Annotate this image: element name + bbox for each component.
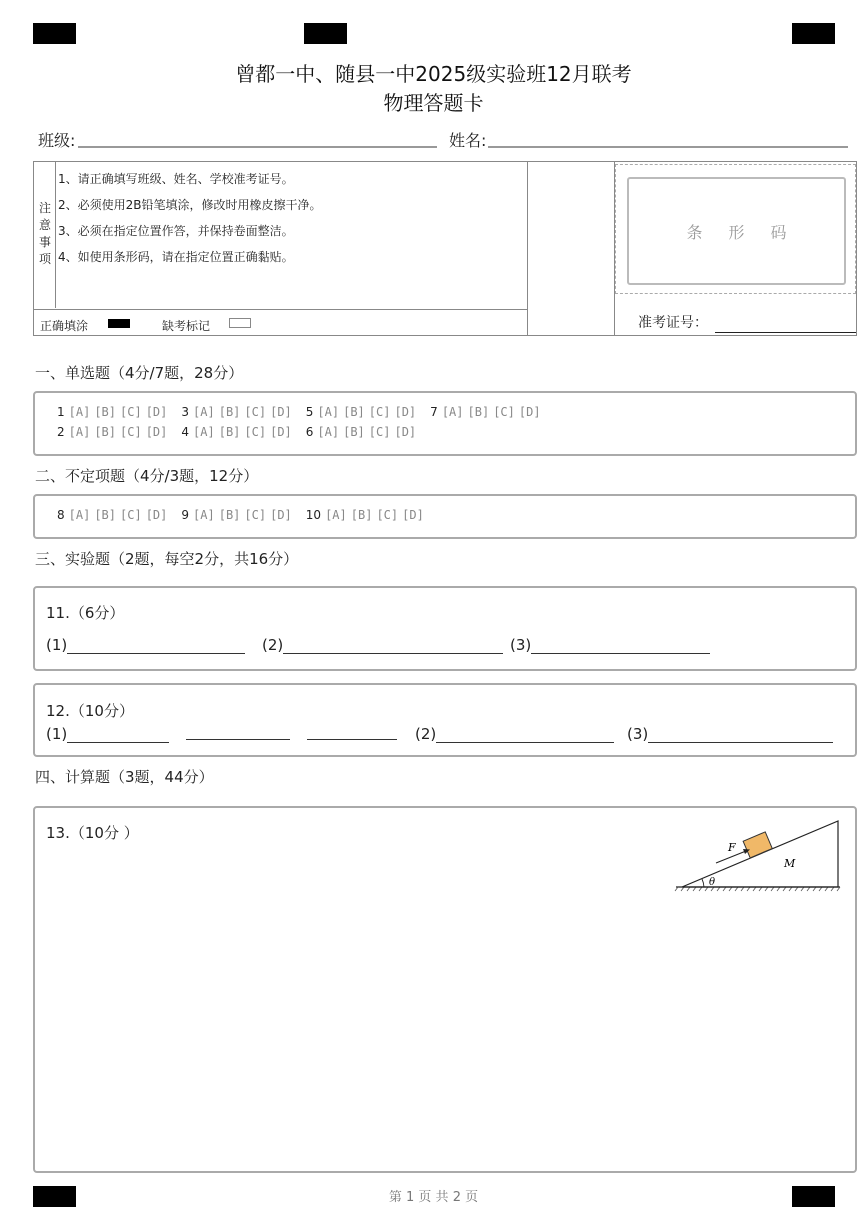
section-title: 三、实验题（2题，每空2分，共16分）: [35, 550, 299, 568]
q12-box: [33, 683, 857, 757]
choice-bubble[interactable]: [A]: [317, 405, 340, 419]
choice-bubble[interactable]: [C]: [368, 425, 391, 439]
registration-mark: [33, 23, 76, 44]
question-number: 4: [181, 425, 190, 439]
question-choice-group: [181, 425, 291, 439]
answer-line[interactable]: [531, 639, 710, 654]
choice-bubble[interactable]: [C]: [244, 425, 267, 439]
blank-label: (1): [46, 636, 68, 654]
choice-bubble[interactable]: [B]: [343, 405, 365, 419]
q11-blank-1[interactable]: [46, 636, 245, 654]
choice-bubble[interactable]: [B]: [94, 425, 117, 439]
question-number: 10: [305, 508, 322, 522]
answer-line[interactable]: [186, 739, 290, 740]
choice-row: [57, 508, 438, 522]
choice-bubble[interactable]: [C]: [376, 508, 399, 522]
notice-char: 事: [38, 235, 51, 249]
choice-bubble[interactable]: [A]: [193, 425, 215, 439]
question-choice-group: [430, 405, 540, 419]
choice-bubble[interactable]: [D]: [394, 425, 417, 439]
choice-bubble[interactable]: [B]: [467, 405, 490, 419]
choice-bubble[interactable]: [C]: [120, 425, 142, 439]
absent-label: 缺考标记: [162, 319, 211, 333]
choice-bubble[interactable]: [D]: [145, 405, 168, 419]
choice-bubble[interactable]: [C]: [244, 508, 267, 522]
question-choice-group: [57, 405, 167, 419]
question-choice-group: [306, 425, 416, 439]
choice-bubble[interactable]: [B]: [350, 508, 373, 522]
notice-char: 项: [38, 252, 51, 266]
registration-mark: [304, 23, 347, 44]
section-title: 二、不定项题（4分/3题，12分）: [35, 467, 259, 485]
notice-side-label: [36, 200, 54, 268]
angle-label: θ: [709, 877, 716, 888]
q11-title: 11.（6分）: [46, 604, 125, 622]
question-number: 2: [57, 425, 65, 439]
choice-bubble[interactable]: [B]: [94, 405, 117, 419]
q12-blank-2[interactable]: [415, 725, 614, 743]
question-choice-group: [57, 508, 167, 522]
question-choice-group: [306, 508, 424, 522]
choice-bubble[interactable]: [A]: [193, 405, 215, 419]
blank-label: (3): [510, 636, 532, 654]
notice-item: 1、请正确填写班级、姓名、学校准考证号。: [58, 172, 294, 186]
question-number: 1: [57, 405, 65, 419]
choice-bubble[interactable]: [C]: [120, 508, 142, 522]
question-number: 9: [181, 508, 190, 522]
choice-bubble[interactable]: [B]: [94, 508, 117, 522]
choice-bubble[interactable]: [A]: [317, 425, 340, 439]
name-field[interactable]: [488, 146, 848, 148]
barcode-area: [615, 164, 856, 294]
barcode-box[interactable]: 条形码: [627, 177, 846, 285]
class-field[interactable]: [78, 146, 437, 148]
q11-blank-3[interactable]: [510, 636, 710, 654]
force-label: F: [728, 841, 736, 854]
answer-line[interactable]: [283, 639, 503, 654]
choice-bubble[interactable]: [C]: [368, 405, 391, 419]
notice-item: 2、必须使用2B铅笔填涂，修改时用橡皮擦干净。: [58, 198, 322, 212]
angle-arc: [702, 879, 704, 887]
blank-label: (2): [415, 725, 437, 743]
section-title: 一、单选题（4分/7题，28分）: [35, 364, 244, 382]
answer-line[interactable]: [307, 739, 397, 740]
notice-char: 意: [38, 218, 51, 232]
notice-char: 注: [38, 201, 51, 215]
choice-bubble[interactable]: [D]: [145, 508, 168, 522]
q12-blank-1[interactable]: [46, 725, 169, 743]
exam-id-field[interactable]: [715, 332, 856, 333]
choice-bubble[interactable]: [A]: [68, 508, 91, 522]
correct-fill-label: 正确填涂: [40, 319, 89, 333]
choice-bubble[interactable]: [B]: [218, 425, 241, 439]
info-box: [33, 161, 857, 336]
registration-mark: [792, 23, 835, 44]
choice-bubble[interactable]: [D]: [394, 405, 417, 419]
blank-label: (3): [627, 725, 649, 743]
exam-id-label: 准考证号：: [638, 315, 708, 331]
q11-blank-2[interactable]: [262, 636, 503, 654]
question-choice-group: [181, 508, 291, 522]
notice-item: 4、如使用条形码，请在指定位置正确黏贴。: [58, 250, 294, 264]
choice-bubble[interactable]: [B]: [218, 405, 241, 419]
choice-bubble[interactable]: [D]: [402, 508, 424, 522]
block: [743, 832, 772, 858]
blank-label: (2): [262, 636, 284, 654]
section-title: 四、计算题（3题，44分）: [35, 768, 214, 786]
choice-bubble[interactable]: [D]: [145, 425, 168, 439]
choice-bubble[interactable]: [C]: [493, 405, 515, 419]
choice-bubble[interactable]: [D]: [270, 508, 292, 522]
q13-title: 13.（10分 ）: [46, 824, 139, 842]
q12-title: 12.（10分）: [46, 702, 134, 720]
name-label: 姓名:: [449, 131, 487, 150]
blank-label: (1): [46, 725, 68, 743]
choice-bubble[interactable]: [B]: [218, 508, 241, 522]
choice-bubble[interactable]: [D]: [270, 405, 292, 419]
absent-mark-box[interactable]: [229, 318, 251, 328]
question-number: 5: [305, 405, 314, 419]
question-choice-group: [181, 405, 291, 419]
question-number: 8: [57, 508, 65, 522]
divider: [527, 162, 528, 335]
choice-bubble[interactable]: [A]: [193, 508, 215, 522]
question-choice-group: [57, 425, 167, 439]
choice-bubble[interactable]: [A]: [68, 425, 91, 439]
single-choice-box: [33, 391, 857, 456]
question-number: 7: [430, 405, 438, 419]
q12-blank-3[interactable]: [627, 725, 833, 743]
choice-bubble[interactable]: [A]: [325, 508, 347, 522]
choice-bubble[interactable]: [A]: [441, 405, 464, 419]
page-footer: 第 1 页 共 2 页: [388, 1190, 479, 1205]
correct-fill-sample: [108, 319, 130, 328]
answer-line[interactable]: [67, 639, 245, 654]
question-choice-group: [306, 405, 416, 419]
choice-bubble[interactable]: [D]: [518, 405, 541, 419]
choice-bubble[interactable]: [A]: [68, 405, 91, 419]
mass-label: M: [784, 857, 796, 870]
choice-row: [57, 405, 555, 419]
answer-line[interactable]: [436, 728, 614, 743]
page-subtitle: 物理答题卡: [383, 91, 484, 115]
choice-bubble[interactable]: [C]: [120, 405, 142, 419]
page-title: 曾都一中、随县一中2025级实验班12月联考: [235, 62, 632, 86]
choice-bubble[interactable]: [D]: [270, 425, 292, 439]
answer-line[interactable]: [648, 728, 833, 743]
incline-figure: [672, 815, 844, 895]
answer-line[interactable]: [67, 728, 169, 743]
class-label: 班级:: [38, 131, 76, 150]
notice-item: 3、必须在指定位置作答，并保持卷面整洁。: [58, 224, 294, 238]
choice-bubble[interactable]: [B]: [343, 425, 365, 439]
question-number: 3: [181, 405, 190, 419]
question-number: 6: [305, 425, 314, 439]
choice-bubble[interactable]: [C]: [244, 405, 267, 419]
choice-row: [57, 425, 430, 439]
fill-legend: [34, 309, 527, 337]
divider: [55, 162, 56, 308]
q11-box: [33, 586, 857, 671]
